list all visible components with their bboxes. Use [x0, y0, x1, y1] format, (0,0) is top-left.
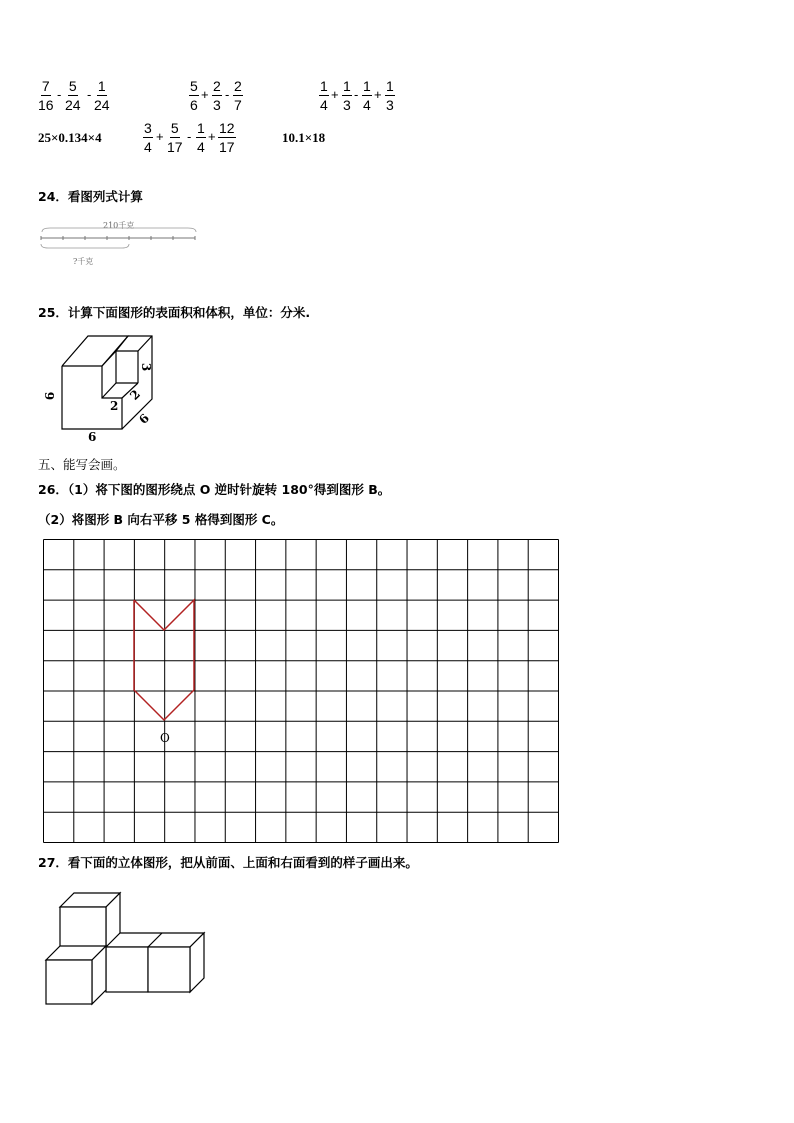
operator: + [201, 87, 209, 102]
question-25-title: 25．计算下面图形的表面积和体积，单位：分米. [38, 305, 311, 320]
dim-cut-height: 3 [139, 362, 154, 372]
section-5-title: 五、能写会画。 [38, 457, 126, 472]
question-27-title: 27．看下面的立体图形，把从前面、上面和右面看到的样子画出来。 [38, 855, 418, 870]
dim-left: 6 [43, 391, 58, 401]
cube-stack-figure [44, 892, 208, 1008]
operator: + [374, 87, 382, 102]
question-26-line-1: 26．（1）将下图的图形绕点 O 逆时针旋转 180°得到图形 B。 [38, 482, 391, 497]
fraction: $\frac{1}{4}$ [197, 120, 205, 155]
segment-bottom-label: ?千克 [73, 257, 94, 266]
fraction: $\frac{1}{3}$ [386, 78, 394, 113]
point-o-label: O [160, 731, 170, 745]
question-24-title: 24．看图列式计算 [38, 189, 143, 204]
question-26-line-2: （2）将图形 B 向右平移 5 格得到图形 C。 [38, 512, 284, 527]
operator: + [331, 87, 339, 102]
fraction: $\frac{3}{4}$ [144, 120, 152, 155]
expression-6: 10.1×18 [282, 130, 326, 145]
operator: - [187, 129, 192, 144]
fraction: $\frac{1}{4}$ [363, 78, 371, 113]
operator: - [87, 87, 92, 102]
segment-top-label: 210千克 [103, 221, 135, 230]
fraction: $\frac{5}{6}$ [190, 78, 198, 113]
fraction: $\frac{1}{4}$ [320, 78, 328, 113]
arrow-shape-figure [134, 600, 194, 720]
fraction: $\frac{5}{17}$ [167, 120, 183, 155]
operator: + [208, 129, 216, 144]
fraction: $\frac{7}{16}$ [38, 78, 54, 113]
fraction: $\frac{1}{24}$ [94, 78, 110, 113]
expression-4: 25×0.134×4 [38, 130, 102, 145]
operator: + [156, 129, 164, 144]
fraction: $\frac{2}{7}$ [234, 78, 242, 113]
operator: - [354, 87, 359, 102]
dim-cut-width: 2 [110, 399, 119, 413]
dim-cut-depth: 2 [127, 387, 144, 403]
dim-bottom: 6 [88, 430, 97, 444]
fraction: $\frac{12}{17}$ [219, 120, 235, 155]
fraction: $\frac{1}{3}$ [343, 78, 351, 113]
fraction: $\frac{5}{24}$ [65, 78, 81, 113]
drawing-grid[interactable] [43, 539, 559, 843]
fraction: $\frac{2}{3}$ [213, 78, 221, 113]
dim-depth: 6 [136, 411, 153, 427]
operator: - [225, 87, 230, 102]
segment-diagram [38, 228, 200, 258]
operator: - [57, 87, 62, 102]
